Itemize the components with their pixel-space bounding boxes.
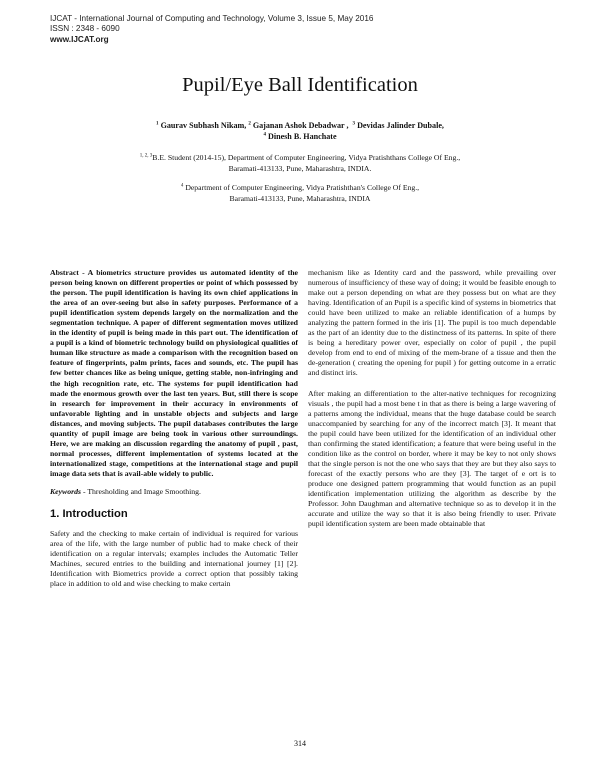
- journal-header: [50, 14, 373, 45]
- abstract: Abstract - A biometrics structure provides us automated identity of the person being known on different properties or point of which possessed by the person. The pupil identification is having its own chief applications in the area of an over-seeing but also in safety purposes. Performance of a pupil identification system depends largely on the normalization and the segmentation technique. A paper of different segmentation moves utilized in the identity of pupil is being made in this part out. The identification of a pupil is a kind of biometric technology build on physiological qualities of human like structure as made a comparison with the recognition based on feature of fingerprints, palm prints, faces and sounds, etc. The pupil has few better chances like as being unique, getting stable, non-infringing and the high recognition rate, etc. The systems for pupil identification had made the enormous growth over the last ten years. But, still there is scope in research for improvement in their accuracy in environments of unfavorable lighting and in unstable objects and subjects and large distances, and moving subjects. The pupil databases contributes the large quantity of pupil image are being took in various other surroundings. Here, we are making an discussion regarding the anatomy of pupil , past, normal processes, different implementation of systems located at the internationalized stage, competitions at the international stage and pupil image data sets that is avail-able widely to public.: [50, 268, 298, 478]
- author-1-marker: 1: [156, 121, 159, 127]
- introduction-heading: 1. Introduction: [50, 508, 128, 521]
- keywords-label: Keywords: [50, 486, 81, 496]
- affiliation-1-marker: 1, 2, 3: [139, 153, 153, 159]
- affiliation-2-line-2: Baramati-413133, Pune, Maharashtra, INDIA: [229, 194, 371, 203]
- right-paragraph-2: After making an differentiation to the alter-native techniques for recognizing visuals , the pupil had a most bene t in that as there is being a large wavering of a patterns among the individual, means that the huge database could be search unaccompanied by searching for any of the incorrect match [3]. It meant that the pupil could have been utilized for the identification of an individual other than confirming the stated identification; a feature that were being useful in the condition like as the control on border, where it may be key to not only shows that the single person is not the one who says that they are but they also says to forecast of the exactly persons who are they [3]. The target of e ort is to produce one designed pattern programming that would function as an pupil identification implementation utilizing the algorithm as describe by the Professor. John Daughman and alternative technique so as to develop it in the accurate and utilize the way so that it is also being friendly to user. Private pupil identification system are been made obtainable that: [308, 388, 556, 529]
- journal-name: IJCAT - International Journal of Computing and Technology, Volume 3, Issue 5, May 2016: [50, 14, 374, 23]
- paper-title: Pupil/Eye Ball Identification: [182, 74, 418, 96]
- affiliation-1-line-1: B.E. Student (2014-15), Department of Computer Engineering, Vidya Pratishthans College Of Eng.,: [152, 153, 461, 162]
- introduction-paragraph: Safety and the checking to make certain of individual is required for various area of the life, with the large number of public had to make check of their identification on a regular intervals; examples includes the Automatic Teller Machines, secured entries to the building and international journey [1] [2]. Identification with Biometrics provide a correct option that possibly taking place in addition to old and wise checking to make certain: [50, 529, 298, 589]
- author-2-marker: 2: [248, 121, 251, 127]
- journal-issn: ISSN : 2348 - 6090: [50, 24, 120, 34]
- keywords: [50, 487, 298, 497]
- affiliation-1: [70, 152, 530, 174]
- affiliation-2-line-1: Department of Computer Engineering, Vidya Pratishthan's College Of Eng.,: [185, 183, 420, 192]
- author-4: Dinesh B. Hanchate: [267, 132, 337, 141]
- left-column: [50, 268, 298, 589]
- author-list: [80, 120, 520, 142]
- author-4-marker: 4: [263, 132, 266, 138]
- right-column: [308, 268, 556, 529]
- author-3: Devidas Jalinder Dubale,: [357, 121, 444, 130]
- affiliation-1-line-2: Baramati-413133, Pune, Maharashtra, INDIA.: [228, 164, 372, 173]
- author-1: Gaurav Subhash Nikam,: [160, 121, 247, 130]
- paragraph-gap: [308, 379, 556, 389]
- keywords-text: - Thresholding and Image Smoothing.: [81, 486, 201, 496]
- author-3-marker: 3: [352, 121, 356, 127]
- right-paragraph-1: mechanism like as Identity card and the password, while prevailing over numerous of insufficiency of these way of doing; it would be feasible enough to make out a person depending on what are they possess but on what are they having. Identification of an Pupil is a specific kind of systems in biometrics that could have been utilized to make an reliable identification of a humps by analyzing the pattern formed in the iris [1]. The pupil is too much dependable as the part of an identity due to the distinctness of its patterns. In spite of there is being a hereditary power over, especially on color of pupil , the pupil develop from end to end of mixing of the mem-brane of a tissue and then the de-generation ( creating the opening for pupil ) for getting outcome in a erratic and distinct iris.: [308, 268, 557, 378]
- journal-url: www.IJCAT.org: [50, 34, 109, 44]
- author-2: Gajanan Ashok Debadwar ,: [252, 121, 349, 130]
- page-number: 314: [294, 739, 306, 748]
- affiliation-2-marker: 4: [180, 183, 184, 189]
- affiliation-2: [70, 182, 530, 204]
